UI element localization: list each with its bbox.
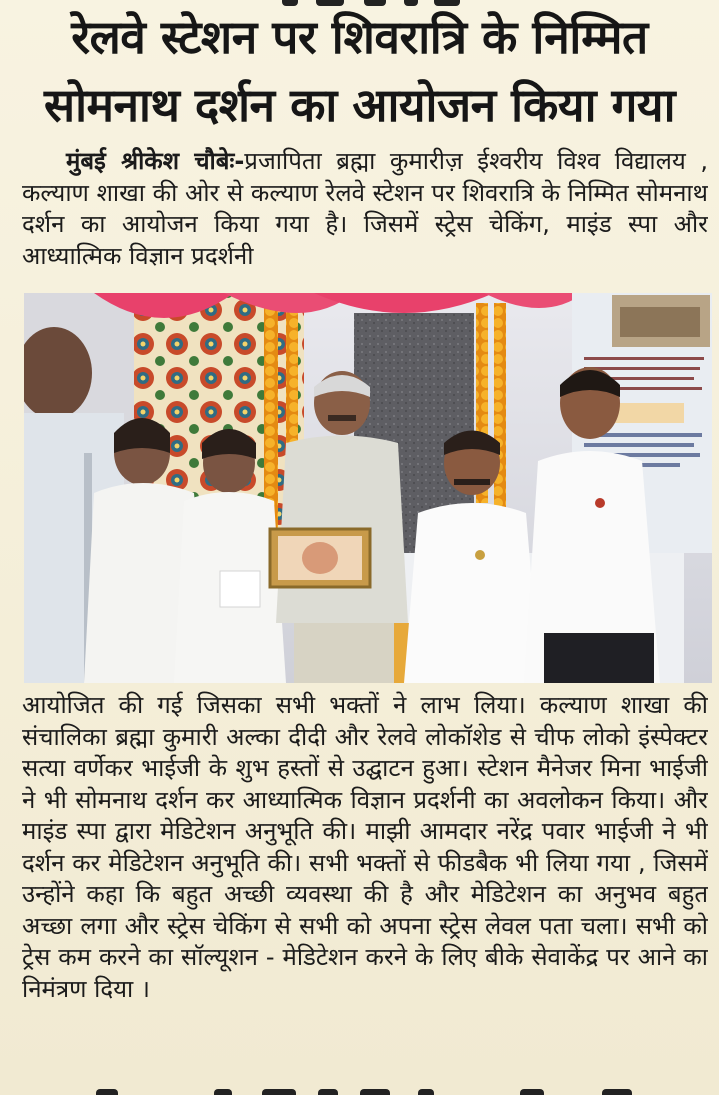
article-paragraph-2: आयोजित की गई जिसका सभी भक्तों ने लाभ लिया। कल्याण शाखा की संचालिका ब्रह्मा कुमारी अल्का दीदी और रेलवे लोकॉशेड से चीफ लोको इंस्पेक्टर सत्या वर्णेकर भाईजी के शुभ हस्तों से उद्घाटन हुआ। स्टेशन मैनेजर मिना भाईजी ने भी सोमनाथ दर्शन कर आध्यात्मिक विज्ञान प्रदर्शनी का अवलोकन किया। और माइंड स्पा द्वारा मेडिटेशन अनुभूति की। माझी आमदार नरेंद्र पवार भाईजी ने भी दर्शन कर मेडिटेशन अनुभूति की। सभी भक्तों से फीडबैक भी लिया गया , जिसमें उन्होंने कहा कि बहुत अच्छी व्यवस्था की है और मेडिटेशन का अनुभव बहुत अच्छा लगा और स्ट्रेस चेकिंग से सभी को अपना स्ट्रेस लेवल पता चला। सभी को ट्रेस कम करने का सॉल्यूशन - मेडिटेशन करने के लिए बीके सेवाकेंद्र पर आने का निमंत्रण दिया । bbox=[22, 691, 708, 1003]
news-photo bbox=[24, 293, 712, 683]
byline: मुंबई श्रीकेश चौबेः- bbox=[66, 147, 245, 175]
headline-line-2: सोमनाथ दर्शन का आयोजन किया गया bbox=[43, 78, 675, 132]
paragraph-1-text: प्रजापिता ब्रह्मा कुमारीज़ ईश्वरीय विश्व विद्यालय , कल्याण शाखा की ओर से कल्याण रेलवे स्टेशन पर शिवरात्रि के निम्मित सोमनाथ दर्शन का आयोजन किया गया है। जिसमें स्ट्रेस चेकिंग, माइंड स्पा और आध्यात्मिक विज्ञान प्रदर्शनी bbox=[22, 147, 708, 270]
article-paragraph-1 bbox=[22, 146, 708, 278]
headline-line-1: रेलवे स्टेशन पर शिवरात्रि के निम्मित bbox=[71, 10, 648, 64]
cut-off-next-text bbox=[0, 1083, 719, 1095]
